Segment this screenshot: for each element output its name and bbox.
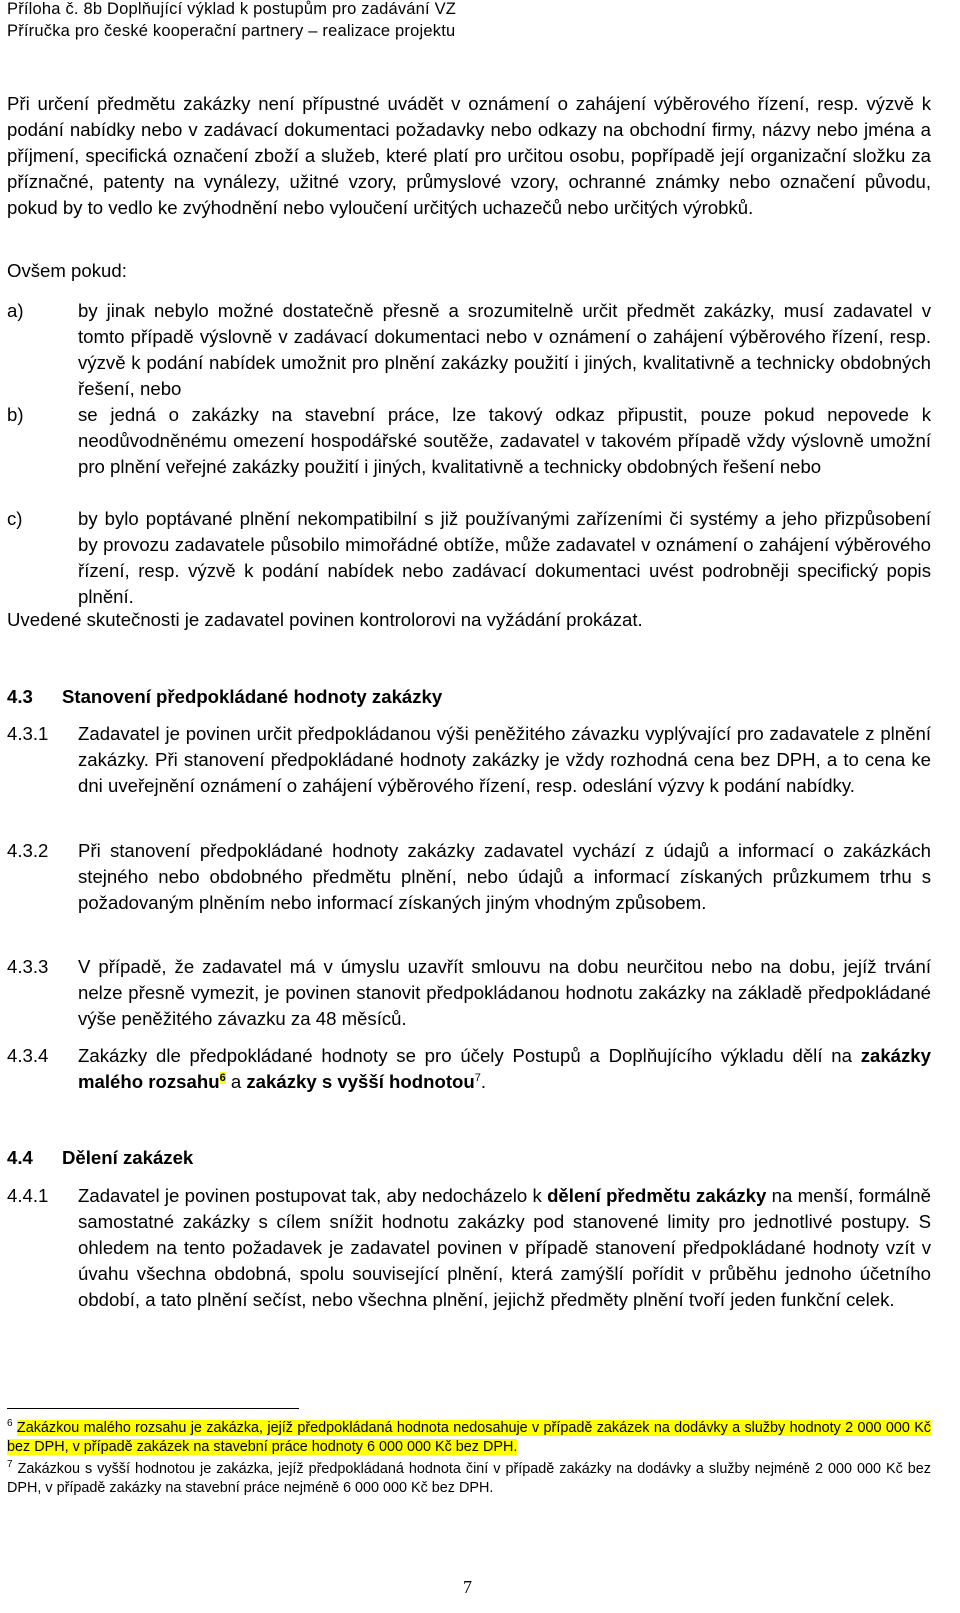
intro-paragraph: Při určení předmětu zakázky není přípustné uvádět v oznámení o zahájení výběrového řízení, resp. výzvě k podání nabídky nebo v zadávací dokumentaci požadavky nebo odkazy na obchodní firmy, názvy nebo jména a příjmení, specifická označení zboží a služeb, které platí pro určitou osobu, popřípadě její organizační složku za příznačné, patenty na vynálezy, užitné vzory, průmyslové vzory, ochranné známky nebo označení původu, pokud by to vedlo ke zvýhodnění nebo vyloučení určitých uchazečů nebo určitých výrobků. [7, 93, 931, 219]
section-title: Dělení zakázek [62, 1147, 194, 1168]
clause-text-start: Zadavatel je povinen postupovat tak, aby nedocházelo k [78, 1185, 548, 1206]
list-item-label-a: a) [7, 300, 24, 321]
running-header-line-2: Příručka pro české kooperační partnery – realizace projektu [7, 22, 456, 40]
clause-text-start: Zakázky dle předpokládané hodnoty se pro účely Postupů a Doplňujícího výkladu dělí na [78, 1045, 861, 1066]
section-heading-4-4 [7, 1145, 193, 1171]
running-header-line-1: Příloha č. 8b Doplňující výklad k postupům pro zadávání VZ [7, 0, 457, 18]
section-number: 4.4 [7, 1147, 33, 1168]
footnote-mark-7: 7 [7, 1459, 13, 1470]
footnote-6 [7, 1419, 931, 1457]
clause-number-4-3-2: 4.3.2 [7, 840, 49, 861]
footnote-mark-6: 6 [7, 1418, 13, 1429]
clause-number-4-3-3: 4.3.3 [7, 956, 49, 977]
clause-text-4-3-3: V případě, že zadavatel má v úmyslu uzavřít smlouvu na dobu neurčitou nebo na dobu, jejíž trvání nelze přesně vymezit, je povinen stanovit předpokládanou hodnotu zakázky na základě předpokládané výše peněžitého závazku za 48 měsíců. [78, 956, 931, 1030]
list-item-text-b: se jedná o zakázky na stavební práce, lze takový odkaz připustit, pouze pokud nepovede k neodůvodněnému omezení hospodářské soutěže, zadavatel v takovém případě vždy výslovně umožní pro plnění veřejné zakázky použití i jiných, kvalitativně a technicky obdobných řešení nebo [78, 404, 931, 478]
clause-text-end: . [480, 1071, 487, 1093]
clause-text-mid: a [225, 1071, 247, 1093]
list-item-text-c: by bylo poptávané plnění nekompatibilní s již používanými zařízeními či systémy a jeho přizpůsobení by provozu zadavatele působilo mimořádné obtíže, může zadavatel v oznámení o zahájení výběrového řízení, resp. výzvě k podání nabídek nebo zadávací dokumentaci uvést podrobněji specifický popis plnění. [78, 508, 931, 608]
footnote-text-6: Zakázkou malého rozsahu je zakázka, jejíž předpokládaná hodnota nedosahuje v případě zakázek na dodávky a služby hodnoty 2 000 000 Kč bez DPH, v případě zakázek na stavební práce hodnoty 6 000 000 Kč bez DPH. [7, 1420, 931, 1455]
section-title: Stanovení předpokládané hodnoty zakázky [62, 686, 443, 707]
list-item-label-b: b) [7, 404, 24, 425]
list-item-label-c: c) [7, 508, 23, 529]
clause-text-4-3-2: Při stanovení předpokládané hodnoty zakázky zadavatel vychází z údajů a informací o zakázkách stejného nebo obdobného předmětu plnění, nebo údajů a informací získaných průzkumem trhu s požadovaným plněním nebo informací získaných jiným vhodným způsobem. [78, 840, 931, 914]
clause-text-4-3-4 [78, 1043, 931, 1095]
page-number: 7 [463, 1577, 472, 1597]
term-higher-value: zakázky s vyšší hodnotou [246, 1071, 475, 1093]
section-number: 4.3 [7, 686, 33, 707]
clause-number-4-3-1: 4.3.1 [7, 723, 49, 744]
section-heading-4-3 [7, 684, 442, 710]
clause-text-4-4-1 [78, 1183, 931, 1313]
footnote-ref-6[interactable]: 6 [219, 1072, 226, 1085]
footnote-separator [7, 1408, 299, 1409]
term-small-scale: zakázky malého rozsahu [78, 1045, 931, 1093]
term-splitting: dělení předmětu zakázky [547, 1185, 767, 1206]
footnote-text-7: Zakázkou s vyšší hodnotou je zakázka, jejíž předpokládaná hodnota činí v případě zakázky na dodávky a služby nejméně 2 000 000 Kč bez DPH, v případě zakázky na stavební práce nejméně 6 000 000 Kč bez DPH. [7, 1461, 931, 1496]
clause-number-4-3-4: 4.3.4 [7, 1045, 49, 1066]
closing-paragraph: Uvedené skutečnosti je zadavatel povinen kontrolorovi na vyžádání prokázat. [7, 609, 643, 630]
list-item-text-a: by jinak nebylo možné dostatečně přesně a srozumitelně určit předmět zakázky, musí zadavatel v tomto případě výslovně v zadávací dokumentaci nebo v oznámení o zahájení výběrového řízení, resp. výzvě k podání nabídek umožnit pro plnění zakázky použití i jiných, kvalitativně a technicky obdobných řešení, nebo [78, 300, 931, 400]
clause-text-4-3-1: Zadavatel je povinen určit předpokládanou výši peněžitého závazku vyplývající pro zadavatele z plnění zakázky. Při stanovení předpokládané hodnoty zakázky je vždy rozhodná cena bez DPH, a to cena ke dni uveřejnění oznámení o zahájení výběrového řízení, resp. odeslání výzvy k podání nabídky. [78, 723, 931, 797]
footnote-7 [7, 1460, 931, 1498]
footnote-ref-7[interactable]: 7 [474, 1072, 481, 1085]
clause-text-end: na menší, formálně samostatné zakázky s cílem snížit hodnotu zakázky pod stanovené limity pro jednotlivé postupy. S ohledem na tento požadavek je zadavatel povinen v případě stanovení předpokládané hodnoty vzít v úvahu všechna obdobná, spolu související plnění, která zamýšlí pořídit v průběhu jednoho účetního období, a tato plnění sečíst, nebo všechna plnění, jejichž předměty plnění tvoří jeden funkční celek. [78, 1185, 931, 1311]
clause-number-4-4-1: 4.4.1 [7, 1185, 49, 1206]
however-label: Ovšem pokud: [7, 260, 127, 281]
